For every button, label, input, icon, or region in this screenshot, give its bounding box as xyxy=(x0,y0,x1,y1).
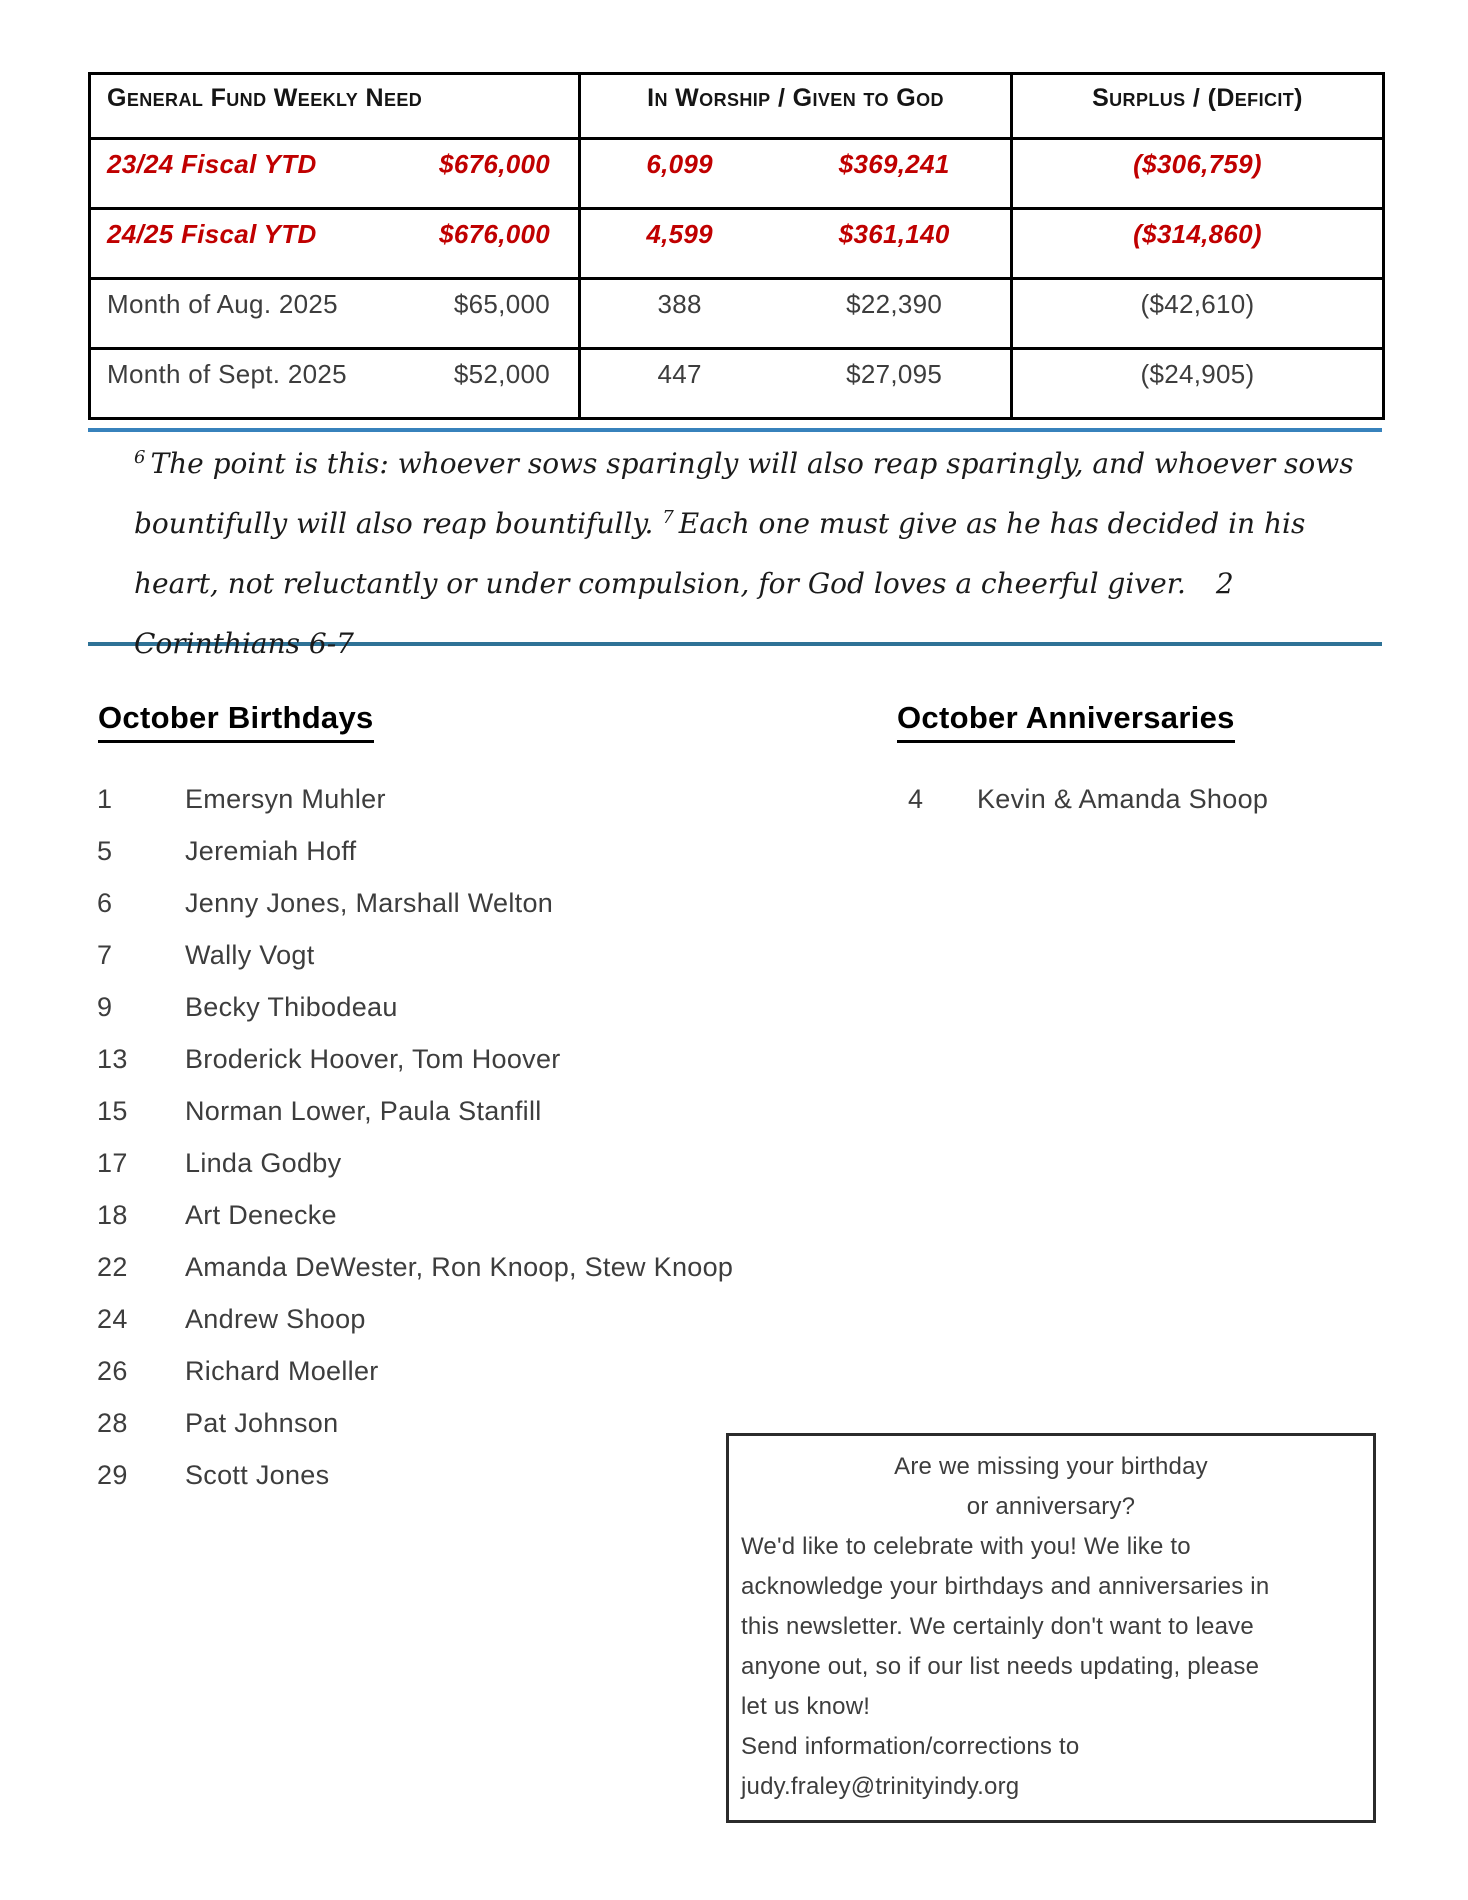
need-cell xyxy=(90,349,580,419)
anniversary-item-day: 4 xyxy=(908,784,924,814)
birthday-item xyxy=(97,1252,733,1304)
birthday-item xyxy=(97,1460,733,1512)
need-cell-content xyxy=(91,210,578,250)
notice-contact-line: Send information/corrections to xyxy=(741,1733,1080,1760)
worship-cell xyxy=(580,139,1012,209)
birthday-item-day: 26 xyxy=(97,1356,128,1386)
given-value: $369,241 xyxy=(838,149,950,179)
birthday-item xyxy=(97,1356,733,1408)
row-label: Month of Aug. 2025 xyxy=(107,289,338,319)
attendance-value: 447 xyxy=(657,359,702,389)
birthday-item-day: 28 xyxy=(97,1408,128,1438)
birthday-item-day: 9 xyxy=(97,992,113,1022)
birthday-item-day: 5 xyxy=(97,836,113,866)
birthday-item-day: 17 xyxy=(97,1148,128,1178)
birthday-item xyxy=(97,836,733,888)
anniversaries-list xyxy=(908,784,1268,836)
birthday-item-names: Jeremiah Hoff xyxy=(185,836,357,866)
attendance-value: 388 xyxy=(657,289,702,319)
verse-7-text: Each one must give as he has decided in his heart, not reluctantly or under compulsion, for God loves a cheerful giver. xyxy=(134,507,1306,600)
weekly-need-amount: $676,000 xyxy=(439,149,550,179)
fund-table-header-row xyxy=(90,74,1384,139)
fund-table-body xyxy=(90,139,1384,419)
row-label: 23/24 Fiscal YTD xyxy=(107,149,317,179)
weekly-need-amount: $676,000 xyxy=(439,219,550,249)
notice-email: judy.fraley@trinityindy.org xyxy=(741,1773,1020,1800)
header-surplus-deficit: Surplus / (Deficit) xyxy=(1012,74,1384,139)
notice-heading-line1: Are we missing your birthday xyxy=(894,1453,1208,1480)
verse-6-text: The point is this: whoever sows sparingly will also reap sparingly, and whoever sows bountifully will also reap bountifully. xyxy=(134,447,1354,540)
birthday-item-names: Pat Johnson xyxy=(185,1408,339,1438)
table-row xyxy=(90,209,1384,279)
surplus-value: ($24,905) xyxy=(1012,349,1384,419)
need-cell xyxy=(90,139,580,209)
notice-heading-line2: or anniversary? xyxy=(966,1493,1136,1520)
anniversaries-title: October Anniversaries xyxy=(897,700,1235,743)
birthday-item-day: 13 xyxy=(97,1044,128,1074)
birthday-item-day: 18 xyxy=(97,1200,128,1230)
birthday-item-day: 7 xyxy=(97,940,113,970)
birthday-item-names: Art Denecke xyxy=(185,1200,337,1230)
notice-body-line: this newsletter. We certainly don't want to leave xyxy=(741,1613,1254,1640)
attendance-value: 4,599 xyxy=(646,219,713,249)
header-in-worship-given-to-god: In Worship / Given to God xyxy=(580,74,1012,139)
birthday-item-day: 24 xyxy=(97,1304,128,1334)
birthdays-title: October Birthdays xyxy=(98,700,374,743)
need-cell xyxy=(90,279,580,349)
notice-body xyxy=(741,1527,1361,1727)
need-cell-content xyxy=(91,140,578,180)
verse-number-7: 7 xyxy=(662,506,674,528)
birthday-item xyxy=(97,940,733,992)
birthday-item xyxy=(97,1096,733,1148)
need-cell xyxy=(90,209,580,279)
birthday-item xyxy=(97,1408,733,1460)
fund-table xyxy=(88,72,1385,420)
notice-body-line: acknowledge your birthdays and anniversaries in xyxy=(741,1573,1270,1600)
scripture-reference: 2 Corinthians 6-7 xyxy=(134,567,1234,660)
birthday-item-names: Becky Thibodeau xyxy=(185,992,398,1022)
attendance-value: 6,099 xyxy=(646,149,713,179)
birthday-item xyxy=(97,888,733,940)
birthday-item-names: Linda Godby xyxy=(185,1148,342,1178)
surplus-value: ($42,610) xyxy=(1012,279,1384,349)
weekly-need-amount: $52,000 xyxy=(453,359,550,389)
birthday-item-names: Amanda DeWester, Ron Knoop, Stew Knoop xyxy=(185,1252,734,1282)
birthday-item-names: Emersyn Muhler xyxy=(185,784,386,814)
need-cell-content xyxy=(91,350,578,390)
birthday-item-day: 29 xyxy=(97,1460,128,1490)
birthday-item-names: Jenny Jones, Marshall Welton xyxy=(185,888,554,918)
row-label: Month of Sept. 2025 xyxy=(107,359,347,389)
verse-number-6: 6 xyxy=(134,446,146,468)
birthdays-list xyxy=(97,784,733,1512)
birthday-item-names: Andrew Shoop xyxy=(185,1304,366,1334)
birthday-item-day: 1 xyxy=(97,784,113,814)
worship-cell-content xyxy=(581,350,1010,390)
birthday-item-names: Broderick Hoover, Tom Hoover xyxy=(185,1044,561,1074)
need-cell-content xyxy=(91,280,578,320)
worship-cell-content xyxy=(581,280,1010,320)
anniversary-item-names: Kevin & Amanda Shoop xyxy=(977,784,1269,814)
birthday-item xyxy=(97,1148,733,1200)
worship-cell xyxy=(580,349,1012,419)
birthday-item-names: Wally Vogt xyxy=(185,940,315,970)
row-label: 24/25 Fiscal YTD xyxy=(107,219,317,249)
birthday-item-day: 22 xyxy=(97,1252,128,1282)
worship-cell xyxy=(580,209,1012,279)
birthday-item-names: Richard Moeller xyxy=(185,1356,379,1386)
birthday-item xyxy=(97,992,733,1044)
birthday-item-names: Scott Jones xyxy=(185,1460,330,1490)
birthday-item xyxy=(97,784,733,836)
birthday-item-names: Norman Lower, Paula Stanfill xyxy=(185,1096,542,1126)
surplus-value: ($306,759) xyxy=(1012,139,1384,209)
birthday-item xyxy=(97,1304,733,1356)
notice-body-line: anyone out, so if our list needs updating, please xyxy=(741,1653,1260,1680)
worship-cell-content xyxy=(581,210,1010,250)
table-row xyxy=(90,139,1384,209)
worship-cell-content xyxy=(581,140,1010,180)
given-value: $22,390 xyxy=(846,289,943,319)
notice-body-line: We'd like to celebrate with you! We like to xyxy=(741,1533,1191,1560)
birthday-item xyxy=(97,1044,733,1096)
birthday-item-day: 6 xyxy=(97,888,113,918)
worship-cell xyxy=(580,279,1012,349)
given-value: $361,140 xyxy=(838,219,950,249)
weekly-need-amount: $65,000 xyxy=(453,289,550,319)
given-value: $27,095 xyxy=(846,359,943,389)
birthday-item-day: 15 xyxy=(97,1096,128,1126)
birthday-item xyxy=(97,1200,733,1252)
table-row xyxy=(90,349,1384,419)
scripture-quote xyxy=(134,434,1359,674)
header-general-fund-weekly-need: General Fund Weekly Need xyxy=(90,74,580,139)
notice-box xyxy=(726,1433,1376,1823)
divider-line-top xyxy=(88,428,1382,432)
notice-body-line: let us know! xyxy=(741,1693,871,1720)
surplus-value: ($314,860) xyxy=(1012,209,1384,279)
anniversary-item xyxy=(908,784,1268,836)
table-row xyxy=(90,279,1384,349)
